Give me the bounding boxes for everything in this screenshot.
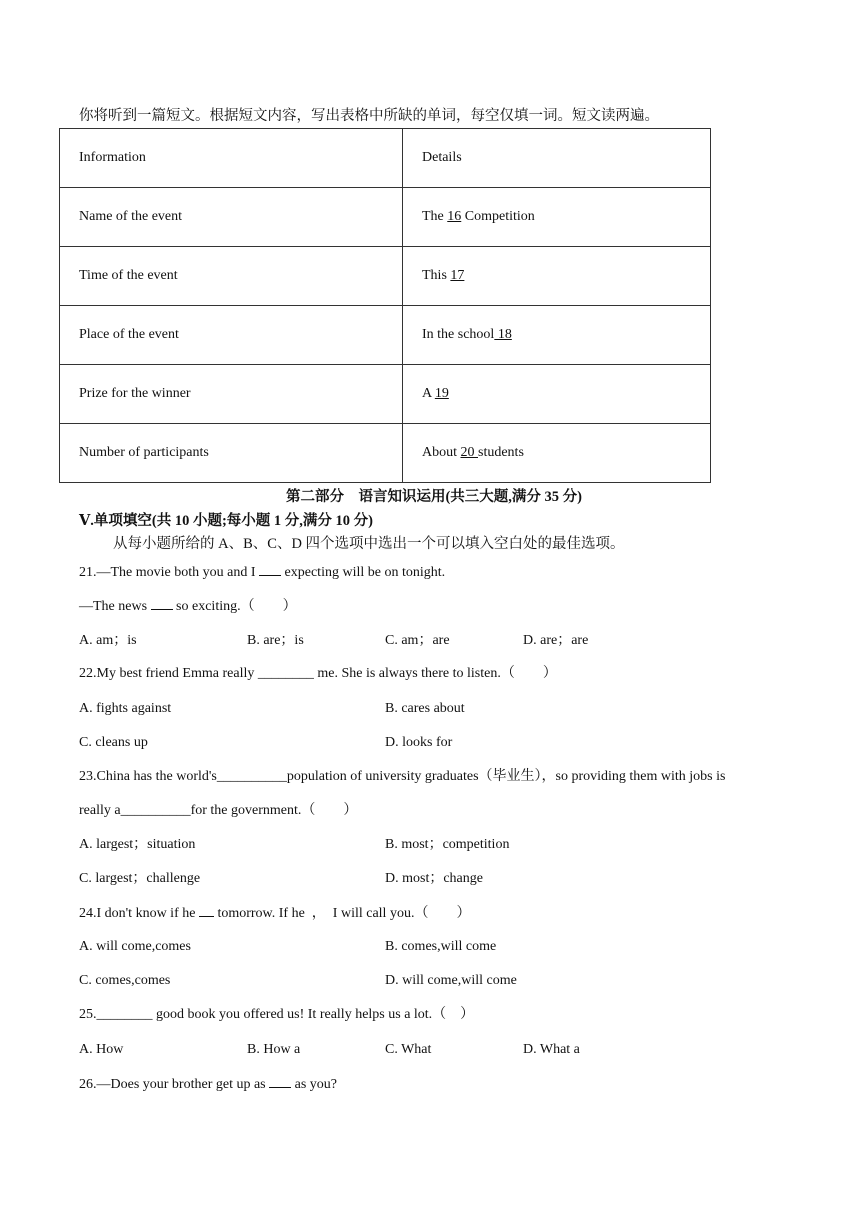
row-label: Time of the event (60, 247, 403, 306)
answer-blank (269, 1075, 291, 1088)
table-row (60, 424, 711, 483)
part-heading: Ⅴ.单项填空(共 10 小题;每小题 1 分,满分 10 分) (79, 513, 373, 529)
table-row (60, 188, 711, 247)
blank-number: 18 (494, 327, 512, 342)
question-26: 26.—Does your brother get up as as you? (79, 1077, 338, 1092)
option-b: B. comes,will come (385, 939, 497, 954)
option-c: C. What (385, 1042, 432, 1057)
answer-blank (151, 597, 173, 610)
part-instruction: 从每小题所给的 A、B、C、D 四个选项中选出一个可以填入空白处的最佳选项。 (113, 536, 625, 552)
table-header-row (60, 129, 711, 188)
question-22: 22.My best friend Emma really ________ me. She is always there to listen.（ ） (79, 666, 557, 681)
question-23-line1: 23.China has the world's__________population of university graduates（毕业生），so providing them with jobs is (79, 769, 726, 784)
row-detail: In the school 18 (403, 306, 711, 365)
option-d: D. are；are (523, 633, 589, 648)
row-detail: This 17 (403, 247, 711, 306)
question-24: 24.I don't know if he tomorrow. If he ， I will call you.（ ） (79, 906, 471, 921)
option-d: D. What a (523, 1042, 580, 1057)
answer-blank (259, 563, 281, 576)
answer-blank (199, 904, 214, 917)
option-c: C. comes,comes (79, 973, 171, 988)
question-25: 25.________ good book you offered us! It really helps us a lot.（ ） (79, 1007, 475, 1022)
listening-instruction: 你将听到一篇短文。根据短文内容，写出表格中所缺的单词，每空仅填一词。短文读两遍。 (79, 108, 659, 124)
option-c: C. am；are (385, 633, 450, 648)
option-c: C. largest；challenge (79, 871, 201, 886)
blank-number: 17 (450, 268, 465, 283)
table-row (60, 365, 711, 424)
table-row (60, 306, 711, 365)
question-23-line2: really a__________for the government.（ ） (79, 803, 358, 818)
blank-number: 19 (434, 386, 449, 401)
option-a: A. largest；situation (79, 837, 196, 852)
option-a: A. am；is (79, 633, 137, 648)
blank-number: 20 (460, 445, 478, 460)
option-d: D. looks for (385, 735, 453, 750)
option-d: D. will come,will come (385, 973, 517, 988)
info-table (59, 128, 711, 483)
row-label: Place of the event (60, 306, 403, 365)
row-label: Number of participants (60, 424, 403, 483)
option-b: B. most；competition (385, 837, 510, 852)
option-a: A. will come,comes (79, 939, 191, 954)
option-b: B. How a (247, 1042, 301, 1057)
section-title: 第二部分 语言知识运用(共三大题,满分 35 分) (285, 489, 583, 505)
option-c: C. cleans up (79, 735, 148, 750)
question-21-line1: 21.—The movie both you and I expecting will be on tonight. (79, 565, 446, 580)
row-detail: About 20 students (403, 424, 711, 483)
blank-number: 16 (447, 209, 462, 224)
row-detail: The 16 Competition (403, 188, 711, 247)
row-label: Name of the event (60, 188, 403, 247)
option-d: D. most；change (385, 871, 483, 886)
question-21-line2: —The news so exciting.（ ） (79, 599, 297, 614)
option-a: A. How (79, 1042, 124, 1057)
option-b: B. cares about (385, 701, 465, 716)
table-header-cell: Details (403, 129, 711, 188)
option-b: B. are；is (247, 633, 304, 648)
row-detail: A 19 (403, 365, 711, 424)
option-a: A. fights against (79, 701, 172, 716)
row-label: Prize for the winner (60, 365, 403, 424)
table-header-cell: Information (60, 129, 403, 188)
table-row (60, 247, 711, 306)
